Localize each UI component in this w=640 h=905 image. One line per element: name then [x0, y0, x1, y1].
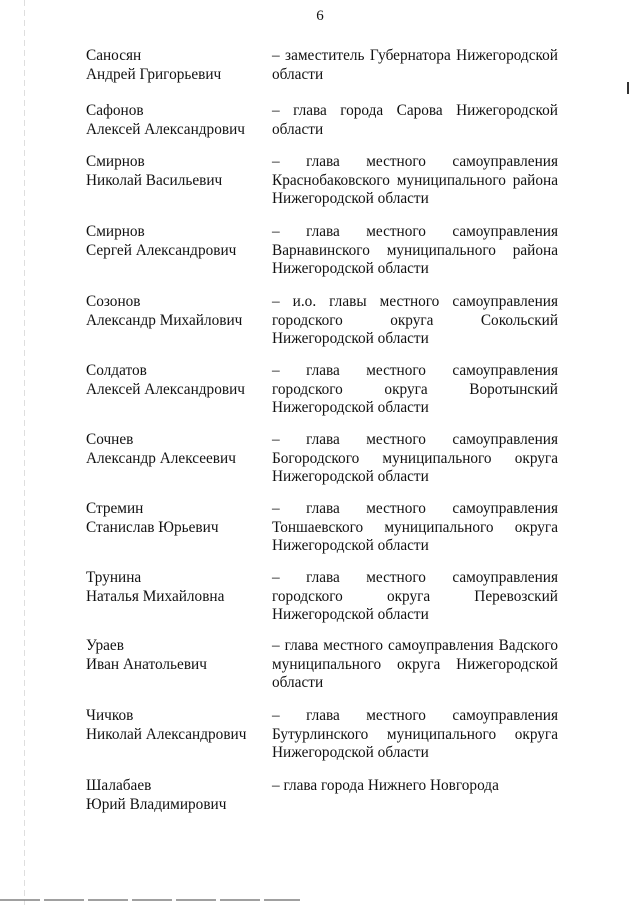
official-position — [272, 431, 558, 487]
official-name — [86, 362, 271, 399]
scan-artifact-mark — [627, 82, 629, 94]
official-name — [86, 500, 271, 537]
official-surname: Смирнов — [86, 153, 145, 170]
official-position — [272, 362, 558, 418]
official-given-names: Наталья Михайловна — [86, 587, 225, 605]
official-position — [272, 569, 558, 625]
position-line: Нижегородской области — [272, 744, 429, 761]
official-surname: Саносян — [86, 47, 142, 64]
scan-margin-line — [24, 0, 25, 905]
position-line: области — [272, 674, 324, 691]
official-given-names: Николай Васильевич — [86, 171, 223, 189]
official-name — [86, 153, 271, 190]
official-position — [272, 707, 558, 763]
bottom-scan-line — [0, 899, 300, 901]
official-name — [86, 707, 271, 744]
position-line: – глава местного самоуправления Вадского — [272, 637, 558, 654]
official-surname: Сочнев — [86, 431, 134, 448]
position-line: муниципального округа Нижегородской — [272, 655, 558, 673]
official-given-names: Юрий Владимирович — [86, 795, 227, 813]
page-number: 6 — [316, 8, 324, 24]
official-position — [272, 637, 558, 693]
official-position — [272, 223, 558, 279]
position-line: – заместитель Губернатора Нижегородской — [272, 47, 558, 64]
official-name — [86, 223, 271, 260]
position-line: – глава города Сарова Нижегородской — [272, 102, 558, 119]
official-given-names: Александр Михайлович — [86, 311, 243, 329]
official-surname: Трунина — [86, 569, 142, 586]
position-line: – глава местного самоуправления — [272, 362, 558, 379]
position-line: – глава местного самоуправления — [272, 153, 558, 170]
position-line: – глава местного самоуправления — [272, 500, 558, 517]
official-surname: Смирнов — [86, 223, 145, 240]
position-line: области — [272, 120, 324, 138]
official-name — [86, 637, 271, 674]
position-line: Богородского муниципального округа — [272, 449, 558, 467]
official-surname: Созонов — [86, 293, 141, 310]
position-line: Нижегородской области — [272, 330, 429, 347]
position-line: – глава местного самоуправления — [272, 569, 558, 586]
official-name — [86, 102, 271, 139]
position-line: – глава города Нижнего Новгорода — [272, 777, 499, 794]
official-surname: Солдатов — [86, 362, 147, 379]
official-given-names: Алексей Александрович — [86, 120, 245, 138]
official-given-names: Александр Алексеевич — [86, 449, 236, 467]
official-given-names: Алексей Александрович — [86, 380, 245, 398]
official-given-names: Иван Анатольевич — [86, 655, 207, 673]
official-name — [86, 293, 271, 330]
official-given-names: Андрей Григорьевич — [86, 65, 222, 83]
position-line: – глава местного самоуправления — [272, 707, 558, 724]
official-surname: Чичков — [86, 707, 134, 724]
official-name — [86, 47, 271, 84]
official-position — [272, 153, 558, 209]
position-line: Нижегородской области — [272, 190, 429, 207]
official-position — [272, 777, 558, 796]
official-name — [86, 569, 271, 606]
official-name — [86, 431, 271, 468]
official-surname: Шалабаев — [86, 777, 152, 794]
position-line: городского округа Воротынский — [272, 380, 558, 398]
official-position — [272, 102, 558, 139]
position-line: Бутурлинского муниципального округа — [272, 725, 558, 743]
position-line: Тоншаевского муниципального округа — [272, 518, 558, 536]
position-line: Нижегородской области — [272, 606, 429, 623]
position-line: Нижегородской области — [272, 399, 429, 416]
official-position — [272, 293, 558, 349]
position-line: Нижегородской области — [272, 260, 429, 277]
position-line: области — [272, 65, 324, 83]
position-line: Краснобаковского муниципального района — [272, 171, 558, 189]
position-line: городского округа Сокольский — [272, 311, 558, 329]
position-line: – глава местного самоуправления — [272, 431, 558, 448]
position-line: Нижегородской области — [272, 468, 429, 485]
official-given-names: Сергей Александрович — [86, 241, 237, 259]
official-given-names: Станислав Юрьевич — [86, 518, 219, 536]
official-name — [86, 777, 271, 814]
official-surname: Сафонов — [86, 102, 144, 119]
position-line: Нижегородской области — [272, 537, 429, 554]
official-position — [272, 47, 558, 84]
position-line: Варнавинского муниципального района — [272, 241, 558, 259]
position-line: – глава местного самоуправления — [272, 223, 558, 240]
position-line: городского округа Перевозский — [272, 587, 558, 605]
official-surname: Стремин — [86, 500, 144, 517]
official-position — [272, 500, 558, 556]
position-line: – и.о. главы местного самоуправления — [272, 293, 558, 310]
official-given-names: Николай Александрович — [86, 725, 247, 743]
official-surname: Ураев — [86, 637, 124, 654]
